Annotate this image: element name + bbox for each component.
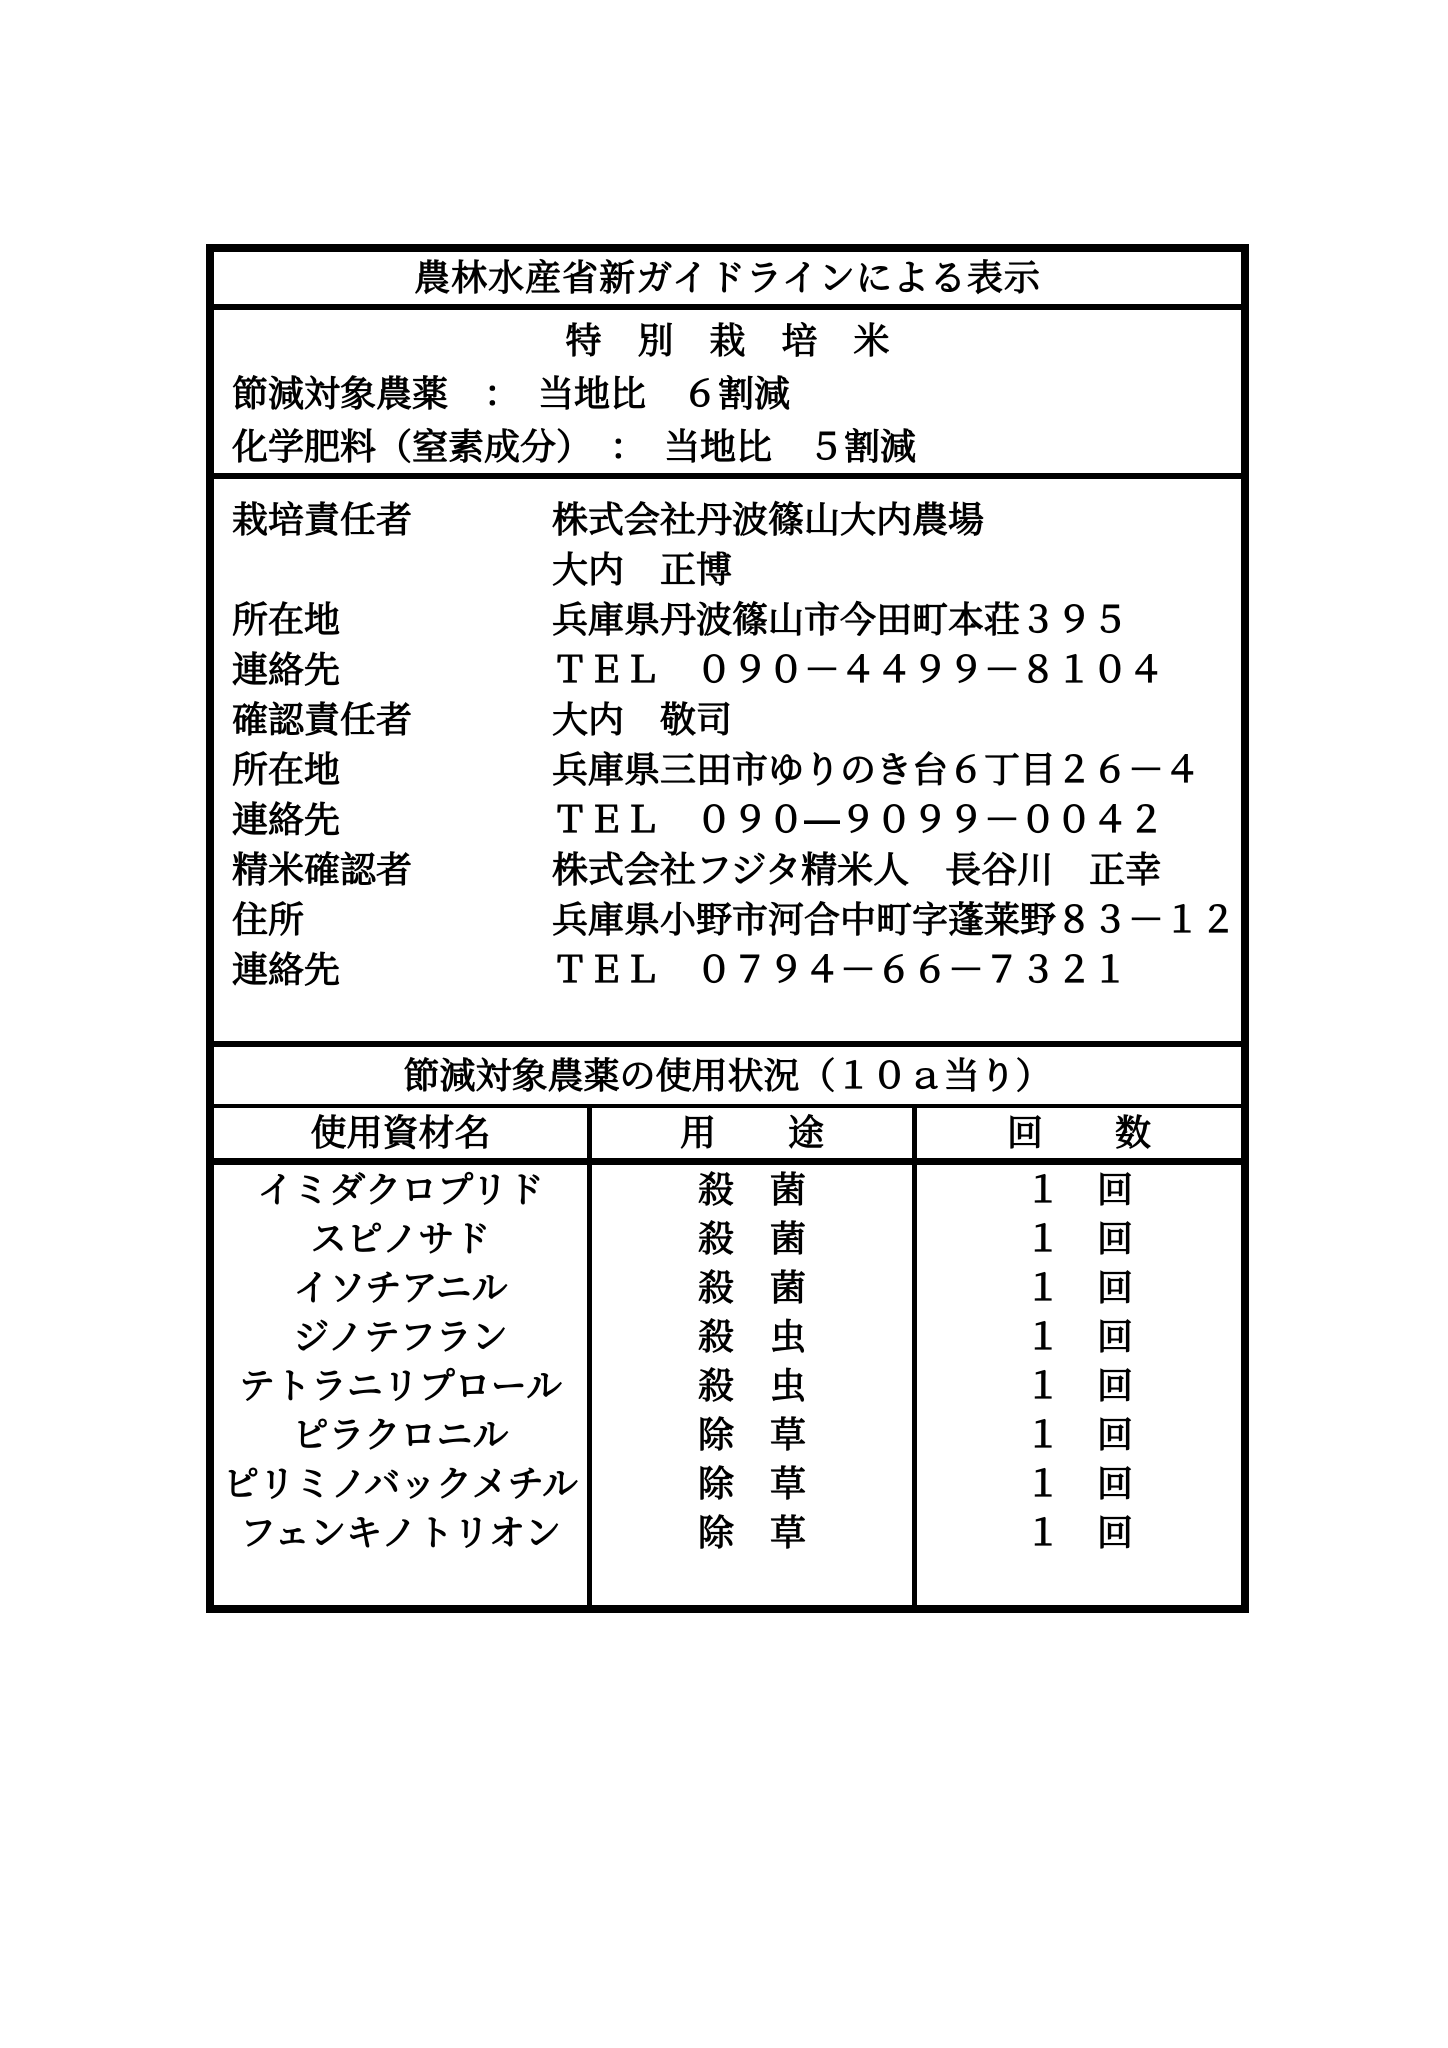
contact-label: 所在地 bbox=[232, 599, 341, 640]
certification-label-table bbox=[206, 244, 1249, 1613]
contact-label: 確認責任者 bbox=[232, 699, 413, 740]
pesticide-reduction-line: 節減対象農薬 ： 当地比 ６割減 bbox=[232, 373, 791, 414]
count-cell: １ 回 bbox=[1024, 1414, 1133, 1455]
material-cell: テトラニリプロール bbox=[238, 1365, 563, 1406]
usage-section-title: 節減対象農薬の使用状況（１０ａ当り） bbox=[214, 1047, 1241, 1108]
fertilizer-reduction-line: 化学肥料（窒素成分） ： 当地比 ５割減 bbox=[232, 426, 917, 467]
material-column bbox=[214, 1165, 592, 1605]
contact-label: 精米確認者 bbox=[232, 849, 413, 890]
count-column bbox=[917, 1165, 1241, 1605]
purpose-cell: 除 草 bbox=[697, 1414, 806, 1455]
contact-label: 連絡先 bbox=[232, 949, 341, 990]
material-cell: フェンキノトリオン bbox=[239, 1512, 562, 1553]
contact-row bbox=[232, 495, 1241, 545]
count-cell: １ 回 bbox=[1024, 1218, 1133, 1259]
contact-value: ＴＥＬ ０７９４－６６－７３２１ bbox=[552, 949, 1129, 990]
material-cell: ジノテフラン bbox=[293, 1316, 508, 1357]
purpose-cell: 除 草 bbox=[697, 1463, 806, 1504]
contact-label: 所在地 bbox=[232, 749, 341, 790]
purpose-cell: 殺 菌 bbox=[697, 1218, 806, 1259]
contact-row bbox=[232, 695, 1241, 745]
contact-row bbox=[232, 795, 1241, 845]
count-cell: １ 回 bbox=[1024, 1512, 1133, 1553]
purpose-cell: 殺 虫 bbox=[697, 1316, 806, 1357]
contact-value: 兵庫県小野市河合中町字蓬莱野８３－１２ bbox=[552, 899, 1237, 940]
contact-label: 栽培責任者 bbox=[232, 499, 413, 540]
purpose-cell: 殺 虫 bbox=[697, 1365, 806, 1406]
contact-value: ＴＥＬ ０９０－４４９９－８１０４ bbox=[552, 649, 1165, 690]
column-header-count: 回 数 bbox=[1006, 1112, 1151, 1153]
contact-label: 連絡先 bbox=[232, 649, 341, 690]
contact-row bbox=[232, 895, 1241, 945]
document-title: 農林水産省新ガイドラインによる表示 bbox=[214, 252, 1241, 310]
contact-value: 兵庫県三田市ゆりのき台６丁目２６－４ bbox=[552, 749, 1201, 790]
contacts-section bbox=[214, 479, 1241, 1047]
purpose-cell: 除 草 bbox=[697, 1512, 806, 1553]
column-header-material: 使用資材名 bbox=[214, 1108, 592, 1158]
contact-value: 大内 正博 bbox=[552, 549, 733, 590]
count-cell: １ 回 bbox=[1024, 1463, 1133, 1504]
classification-section bbox=[214, 310, 1241, 479]
material-cell: イソチアニル bbox=[293, 1267, 508, 1308]
purpose-column bbox=[592, 1165, 917, 1605]
column-header-purpose: 用 途 bbox=[592, 1108, 917, 1158]
contact-row bbox=[232, 545, 1241, 595]
purpose-cell: 殺 菌 bbox=[697, 1169, 806, 1210]
contact-label: 住所 bbox=[232, 899, 305, 940]
contact-value: 株式会社丹波篠山大内農場 bbox=[552, 499, 985, 540]
contact-label bbox=[232, 545, 552, 595]
material-cell: ピラクロニル bbox=[292, 1414, 509, 1455]
contact-value: 大内 敬司 bbox=[552, 699, 733, 740]
contact-row bbox=[232, 745, 1241, 795]
usage-table-body bbox=[214, 1165, 1241, 1605]
contact-row bbox=[232, 845, 1241, 895]
count-cell: １ 回 bbox=[1024, 1365, 1133, 1406]
contact-label: 連絡先 bbox=[232, 799, 341, 840]
count-cell: １ 回 bbox=[1024, 1169, 1133, 1210]
usage-table-header bbox=[214, 1108, 1241, 1165]
rice-type-heading: 特 別 栽 培 米 bbox=[565, 320, 890, 361]
contact-value: 兵庫県丹波篠山市今田町本荘３９５ bbox=[552, 599, 1129, 640]
contact-value: ＴＥＬ ０９０—９０９９－００４２ bbox=[552, 799, 1165, 840]
contact-row bbox=[232, 945, 1241, 995]
count-cell: １ 回 bbox=[1024, 1316, 1133, 1357]
purpose-cell: 殺 菌 bbox=[697, 1267, 806, 1308]
contact-row bbox=[232, 645, 1241, 695]
count-cell: １ 回 bbox=[1024, 1267, 1133, 1308]
material-cell: スピノサド bbox=[310, 1218, 491, 1259]
contact-row bbox=[232, 595, 1241, 645]
material-cell: ピリミノバックメチル bbox=[223, 1463, 578, 1504]
contact-value: 株式会社フジタ精米人 長谷川 正幸 bbox=[552, 849, 1162, 890]
material-cell: イミダクロプリド bbox=[257, 1169, 544, 1210]
